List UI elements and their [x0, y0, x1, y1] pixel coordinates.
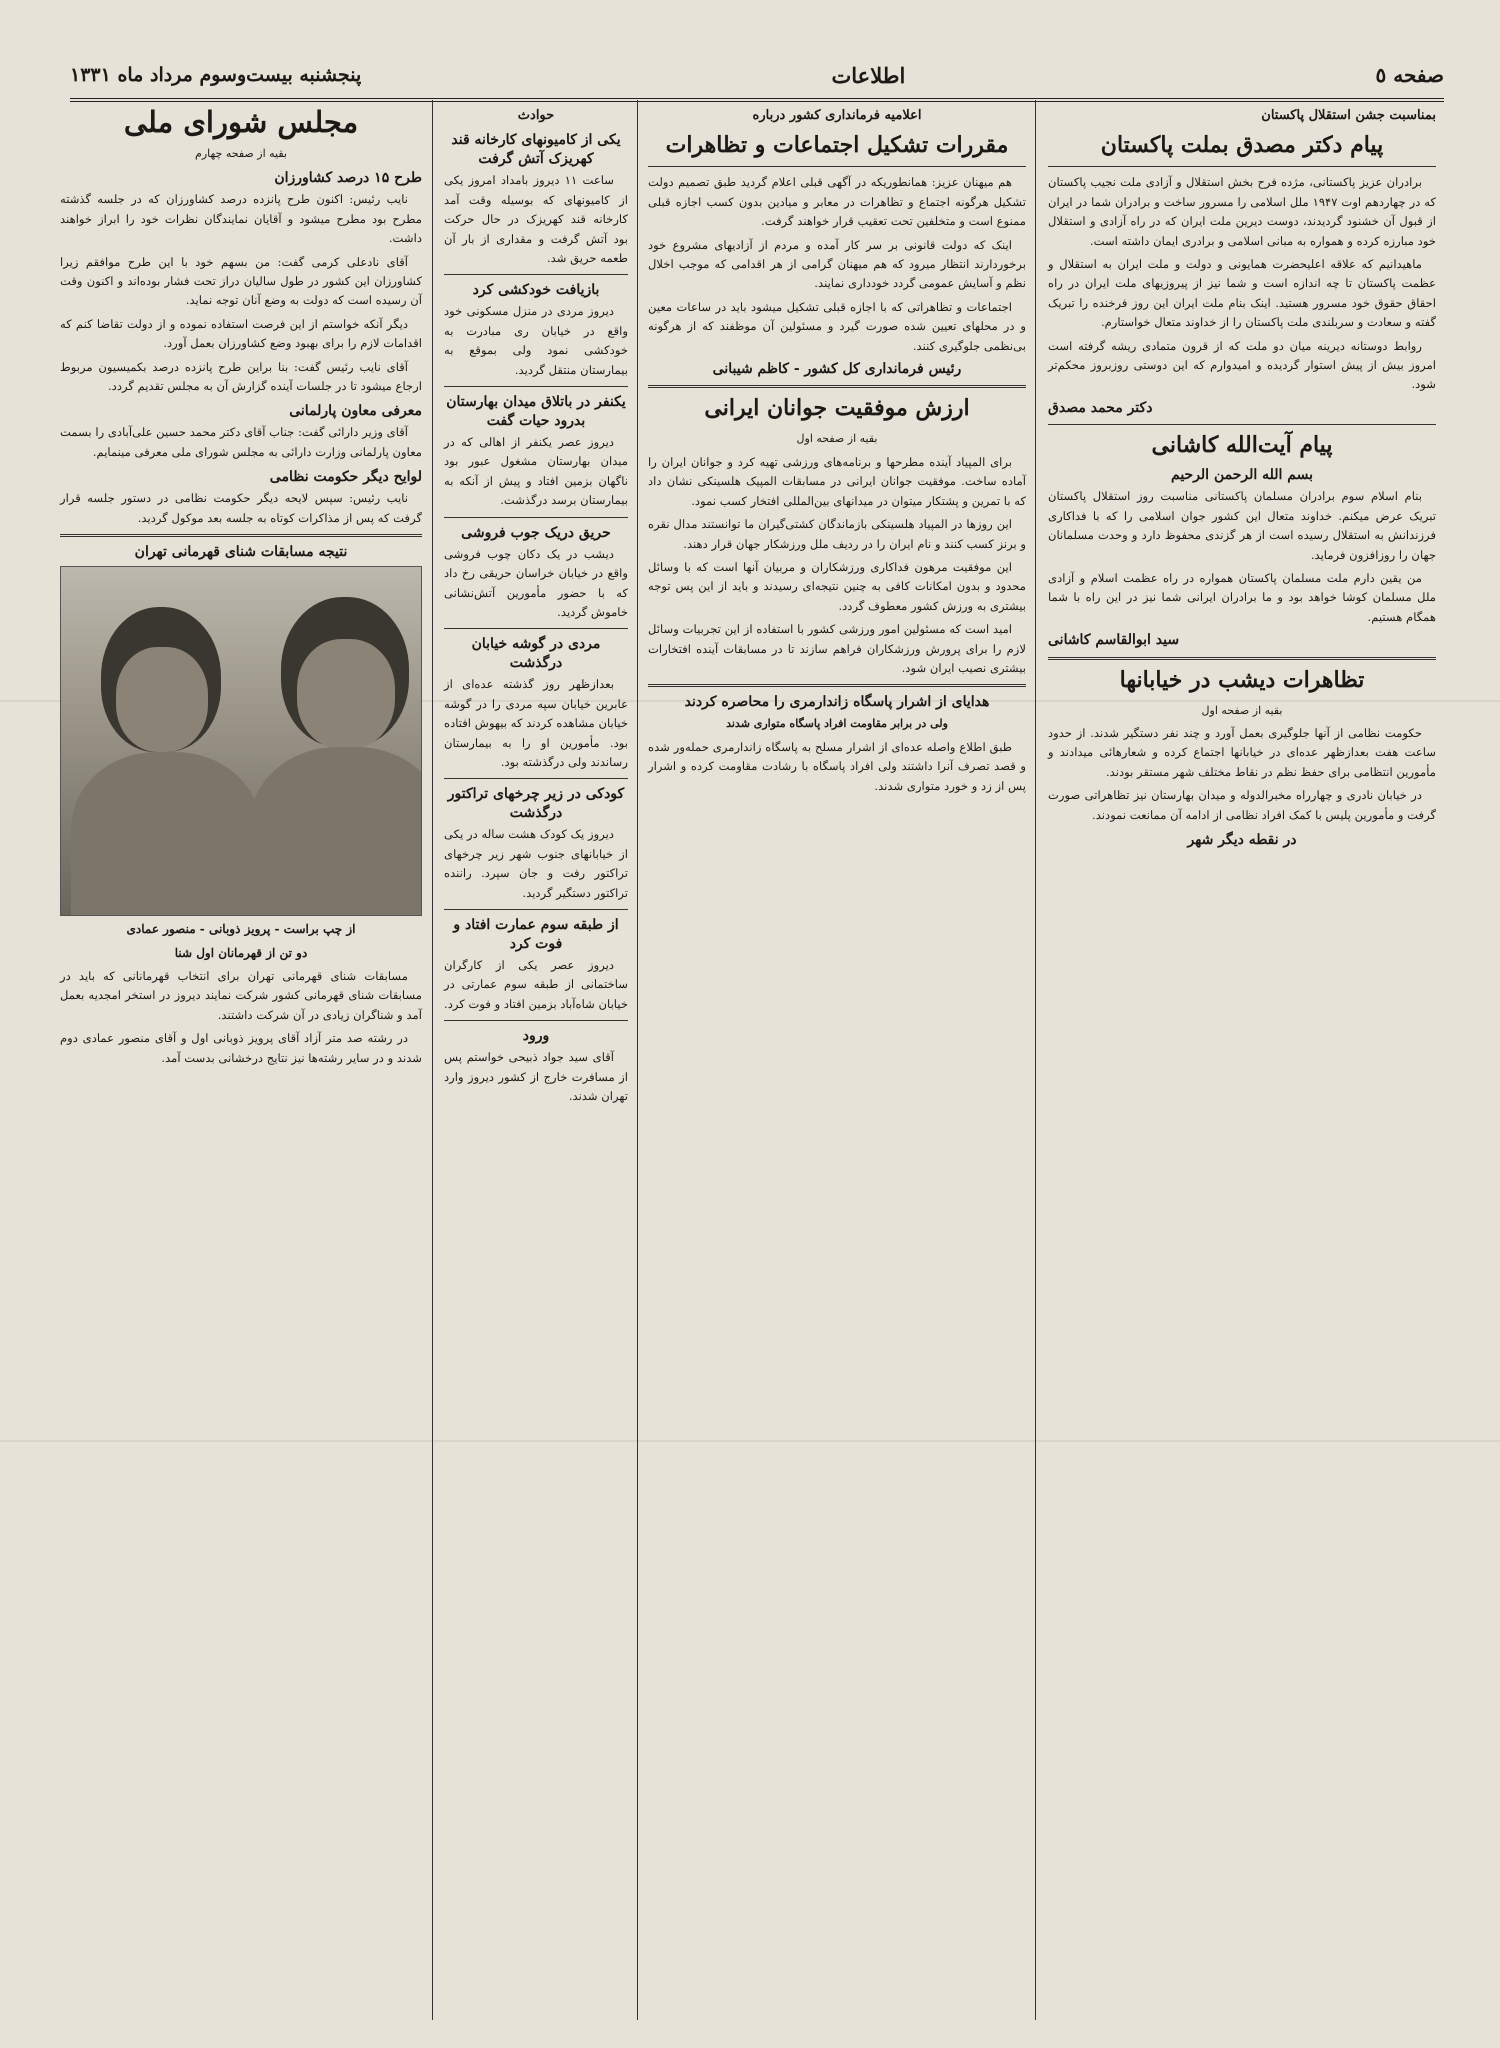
signature: رئیس فرمانداری کل کشور - کاظم شیبانی [712, 361, 962, 378]
continued-note: بقیه از صفحه چهارم [195, 147, 287, 160]
paragraph: امید است که مسئولین امور ورزشی کشور با استفاده از این تجربیات وسائل لازم را برای پرورش ورزشکاران فراهم سازند تا در مسابقات آینده افتخارات بیشتری نصیب ایران شود. [648, 622, 1026, 675]
column-incidents [436, 100, 636, 2020]
kicker: اعلامیه فرمانداری کشور درباره [752, 108, 922, 123]
paragraph: طبق اطلاع واصله عده‌ای از اشرار مسلح به پاسگاه زاندارمری حمله‌ور شده و قصد تصرف آنرا داشتند ولی افراد پاسگاه با رشادت مقاومت کرده و اشرار پس از زد و خورد متواری شدند. [648, 739, 1026, 793]
issue-date: پنجشنبه بیست‌وسوم مرداد ماه ۱۳۳۱ [70, 64, 362, 86]
news-headline: یکی از کامیونهای کارخانه قند کهریزک آتش گرفت [451, 132, 621, 168]
article-title-kashani-message: پیام آیت‌الله کاشانی [1151, 432, 1333, 459]
page-number: صفحه ٥ [1375, 63, 1444, 87]
paragraph: این موفقیت مرهون فداکاری ورزشکاران و مربیان آنها است که با وسائل محدود و بدون امکانات کافی به چنین نتیجه‌ای رسیدند و باید از این پس توجه بیشتری به ورزش کشور معطوف گردد. [648, 559, 1026, 613]
continued-note: بقیه از صفحه اول [1201, 703, 1283, 717]
paragraph: بنام اسلام سوم برادران مسلمان پاکستانی مناسبت روز استقلال پاکستان تبریک عرض میکنم. خداوند متعال این کشور جوان اسلامی را که با فداکاری فرزندانش به استقلال رسیده است از هر گزندی محفوظ دارد و وحدت مسلمانان جهان را روزافزون فرماید. [1048, 489, 1436, 562]
paragraph: مسابقات شنای قهرمانی تهران برای انتخاب قهرمانانی که باید در مسابقات شنای قهرمانی کشور شرکت نمایند دیروز در استخر امجدیه بعمل آمد و شناگران زیادی در آن شرکت داشتند. [60, 968, 422, 1022]
paragraph: اجتماعات و تظاهراتی که با اجازه قبلی تشکیل میشود باید در ساعات معین و در محلهای تعیین شده صورت گیرد و مسئولین آن موظفند که از هرگونه بی‌نظمی جلوگیری کنند. [648, 299, 1026, 353]
paragraph: این روزها در المپیاد هلسینکی بازماندگان کشتی‌گیران ما توانستند مدال نقره و برنز کسب کنند و نام ایران را در ردیف ملل ورزشکار جهان قرار دهند. [648, 517, 1026, 551]
paragraph: دیگر آنکه خواستم از این فرصت استفاده نموده و از دولت تقاضا کنم که اقدامات لازم را برای بهبود وضع کشاورزان بعمل آورد. [60, 316, 422, 351]
news-headline: از طبقه سوم عمارت افتاد و فوت کرد [453, 916, 619, 952]
paragraph: نایب رئیس: سپس لایحه دیگر حکومت نظامی در دستور جلسه قرار گرفت که پس از مذاکرات کوتاه به جلسه بعد موکول گردید. [60, 491, 422, 525]
paragraph: آقای نادعلی کرمی گفت: من بسهم خود با این طرح موافقم زیرا کشاورزان این کشور در طول سالیان دراز تحت فشار بوده‌اند و اکنون وقت آن رسیده است که دولت به وضع آنان توجه نماید. [60, 254, 422, 308]
paragraph: برادران عزیز پاکستانی، مژده فرح بخش استقلال و آزادی ملت نجیب پاکستان که در چهاردهم اوت ۱۹۴۷ ملل اسلامی را مسرور ساخت و برادران شما در ایران از قبول آن خشنود گردیدند، دوست دیرین ملت ایران که در راه آزادی و استقلال خود مبارزه کرده و همواره به مبانی اسلامی و برادری ایمان داشته است. [1048, 175, 1436, 248]
signature: دکتر محمد مصدق [1048, 399, 1153, 416]
article-title-youth-success: ارزش موفقیت جوانان ایرانی [704, 395, 970, 422]
paragraph: ساعت ۱۱ دیروز بامداد امروز یکی از کامیونهای که بوسیله وقت آمد کارخانه قند کهریزک در حال حرکت بود آتش گرفت و مقداری از بار آن طعمه حریق شد. [444, 173, 628, 266]
news-headline: حریق دریک جوب فروشی [461, 524, 611, 541]
kicker: بمناسبت جشن استقلال پاکستان [1261, 108, 1436, 123]
paragraph: دیروز عصر یکی از کارگران ساختمانی از طبقه سوم عمارتی در خیابان شاه‌آباد بزمین افتاد و فوت کرد. [444, 957, 628, 1011]
paragraph: دیروز عصر یکنفر از اهالی که در میدان بهارستان مشغول عبور بود ناگهان بزمین افتاد و پیش از آنکه به بیمارستان برسد درگذشت. [444, 435, 628, 508]
photo-heading: نتیجه مسابقات شنای قهرمانی تهران [134, 544, 348, 561]
masthead [70, 52, 1444, 102]
column-rule [1035, 100, 1036, 2020]
section-heading: لوایح دیگر حکومت نظامی [269, 469, 422, 486]
article-title-parliament: مجلس شورای ملی [123, 105, 359, 139]
continued-note: بقیه از صفحه اول [796, 432, 878, 446]
column-rule [432, 100, 433, 2020]
paragraph: در خیابان نادری و چهارراه مخبرالدوله و میدان بهارستان نیز تظاهراتی صورت گرفت و مأمورین پلیس با کمک افراد نظامی از ادامه آن ممانعت نمودند. [1048, 788, 1436, 822]
news-headline: کودکی در زیر چرخهای تراکتور درگذشت [447, 786, 625, 822]
paragraph: من یقین دارم ملت مسلمان پاکستان همواره در راه عظمت اسلام و آزادی ملل مسلمان کوشا خواهد بود و ما برادران ایرانی شما نیز در این راه با شما همگام هستیم. [1048, 570, 1436, 624]
paragraph: دیروز مردی در منزل مسکونی خود واقع در خیابان ری مبادرت به خودکشی نمود ولی بموقع به بیمارستان منتقل گردید. [444, 304, 628, 377]
paragraph: روابط دوستانه دیرینه میان دو ملت که از قرون متمادی ریشه گرفته است امروز بیش از پیش استوار گردیده و امیدوارم که این دوستی روزبروز محکم‌تر شود. [1048, 338, 1436, 392]
paragraph: آقای نایب رئیس گفت: بنا براین طرح پانزده درصد بکمیسیون مربوط ارجاع میشود تا در جلسات آینده گزارش آن به مجلس تقدیم گردد. [60, 359, 422, 394]
paragraph: بعدازظهر روز گذشته عده‌ای از عابرین خیابان سپه مردی را در گوشه خیابان مشاهده کردند که بیهوش افتاده بود. مأمورین او را به بیمارستان رساندند ولی درگذشته بود. [444, 677, 628, 769]
article-title-mossadegh-message: پیام دکتر مصدق بملت پاکستان [1100, 132, 1384, 159]
paragraph: در رشته صد متر آزاد آقای پرویز ذوبانی اول و آقای منصور عمادی دوم شدند و در سایر رشته‌ها نیز نتایج درخشانی بدست آمد. [60, 1031, 422, 1065]
paragraph: برای المپیاد آینده مطرحها و برنامه‌های ورزشی تهیه کرد و جوانان ایران را آماده ساخت. موفقیت جوانان ایرانی در مسابقات المپیک هلسینکی نشان داد که با تمرین و پشتکار میتوان در میدانهای بین‌المللی افتخار کسب نمود. [648, 454, 1026, 508]
news-headline: بازیافت خودکشی کرد [472, 282, 600, 299]
news-headline: ورود [522, 1028, 550, 1045]
article-title-gendarmerie: هدایای از اشرار پاسگاه زاندارمری را محاصره کردند [684, 694, 990, 711]
news-headline: مردی در گوشه خیابان درگذشت [471, 636, 601, 672]
photo-caption: دو تن از قهرمانان اول شنا [174, 945, 308, 960]
photo-caption: از چپ براست - پرویز ذوبانی - منصور عمادی [126, 922, 356, 937]
kicker: حوادث [517, 108, 555, 123]
paragraph: حکومت نظامی از آنها جلوگیری بعمل آورد و چند نفر دستگیر شدند. از حدود ساعت هفت بعدازظهر عده‌ای در خیابانها اجتماع کرده و شعارهائی میدادند و مأمورین انتظامی برای حفظ نظم در نقاط مختلف شهر مستقر بودند. [1048, 725, 1436, 779]
paragraph: اینک که دولت قانونی بر سر کار آمده و مردم از آزادیهای مشروع خود برخوردارند انتظار میرود که هم میهنان گرامی از هر اقدامی که موجب اخلال نظم و آسایش عمومی گردد خودداری نمایند. [648, 237, 1026, 291]
paragraph: هم میهنان عزیز: همانطوریکه در آگهی قبلی اعلام گردید طبق تصمیم دولت تشکیل هرگونه اجتماع و تظاهرات در معابر و میادین بدون کسب اجازه قبلی ممنوع است و متخلفین تحت تعقیب قرار خواهند گرفت. [648, 175, 1026, 229]
paragraph: آقای سید جواد ذبیحی خواستم پس از مسافرت خارج از کشور دیروز وارد تهران شدند. [444, 1050, 628, 1103]
paragraph: ماهیدانیم که علاقه اعلیحضرت همایونی و دولت و ملت ایران به استقلال و عظمت پاکستان تا چه اندازه است و شما نیز از پیروزیهای ملت ایران در راه احقاق حقوق خود مسرور هستید. اینک بنام ملت ایران این روز فرخنده را تبریک گفته و سعادت و سربلندی ملت پاکستان را از خداوند متعال خواستارم. [1048, 257, 1436, 330]
article-subtitle: ولی در برابر مقاومت افراد پاسگاه متواری شدند [726, 717, 948, 731]
section-heading: در نقطه دیگر شهر [1187, 831, 1297, 848]
swimmers-photo [60, 566, 422, 916]
column-pakistan [1040, 100, 1444, 2020]
article-title-gathering-rules: مقررات تشکیل اجتماعات و تظاهرات [665, 132, 1009, 159]
article-title-demonstrations: تظاهرات دیشب در خیابانها [1119, 666, 1365, 693]
section-heading: معرفی معاون پارلمانی [289, 403, 422, 420]
section-heading: طرح ۱۵ درصد کشاورزان [274, 170, 422, 187]
signature: سید ابوالقاسم کاشانی [1048, 632, 1180, 649]
bismillah: بسم الله الرحمن الرحیم [1171, 467, 1313, 484]
paragraph: دیشب در یک دکان چوب فروشی واقع در خیابان خراسان حریقی رخ داد که با حضور مأمورین آتش‌نشانی خاموش گردید. [444, 546, 628, 619]
paragraph: آقای وزیر دارائی گفت: جناب آقای دکتر محمد حسین علی‌آبادی را بسمت معاون پارلمانی وزارت دارائی به مجلس شورای ملی معرفی مینمایم. [60, 425, 422, 459]
column-rule [637, 100, 638, 2020]
column-gatherings [640, 100, 1034, 2020]
column-parliament [52, 100, 430, 2020]
paragraph: نایب رئیس: اکنون طرح پانزده درصد کشاورزان که در جلسه گذشته مطرح بود مطرح میشود و آقایان نمایندگان نظرات خود را ابراز خواهند داشت. [60, 192, 422, 246]
news-headline: یکنفر در باتلاق میدان بهارستان بدرود حیات گفت [446, 394, 626, 430]
newspaper-name: اطلاعات [831, 62, 906, 88]
paragraph: دیروز یک کودک هشت ساله در یکی از خیابانهای جنوب شهر زیر چرخهای تراکتور رفت و جان سپرد. راننده تراکتور دستگیر گردید. [444, 827, 628, 900]
